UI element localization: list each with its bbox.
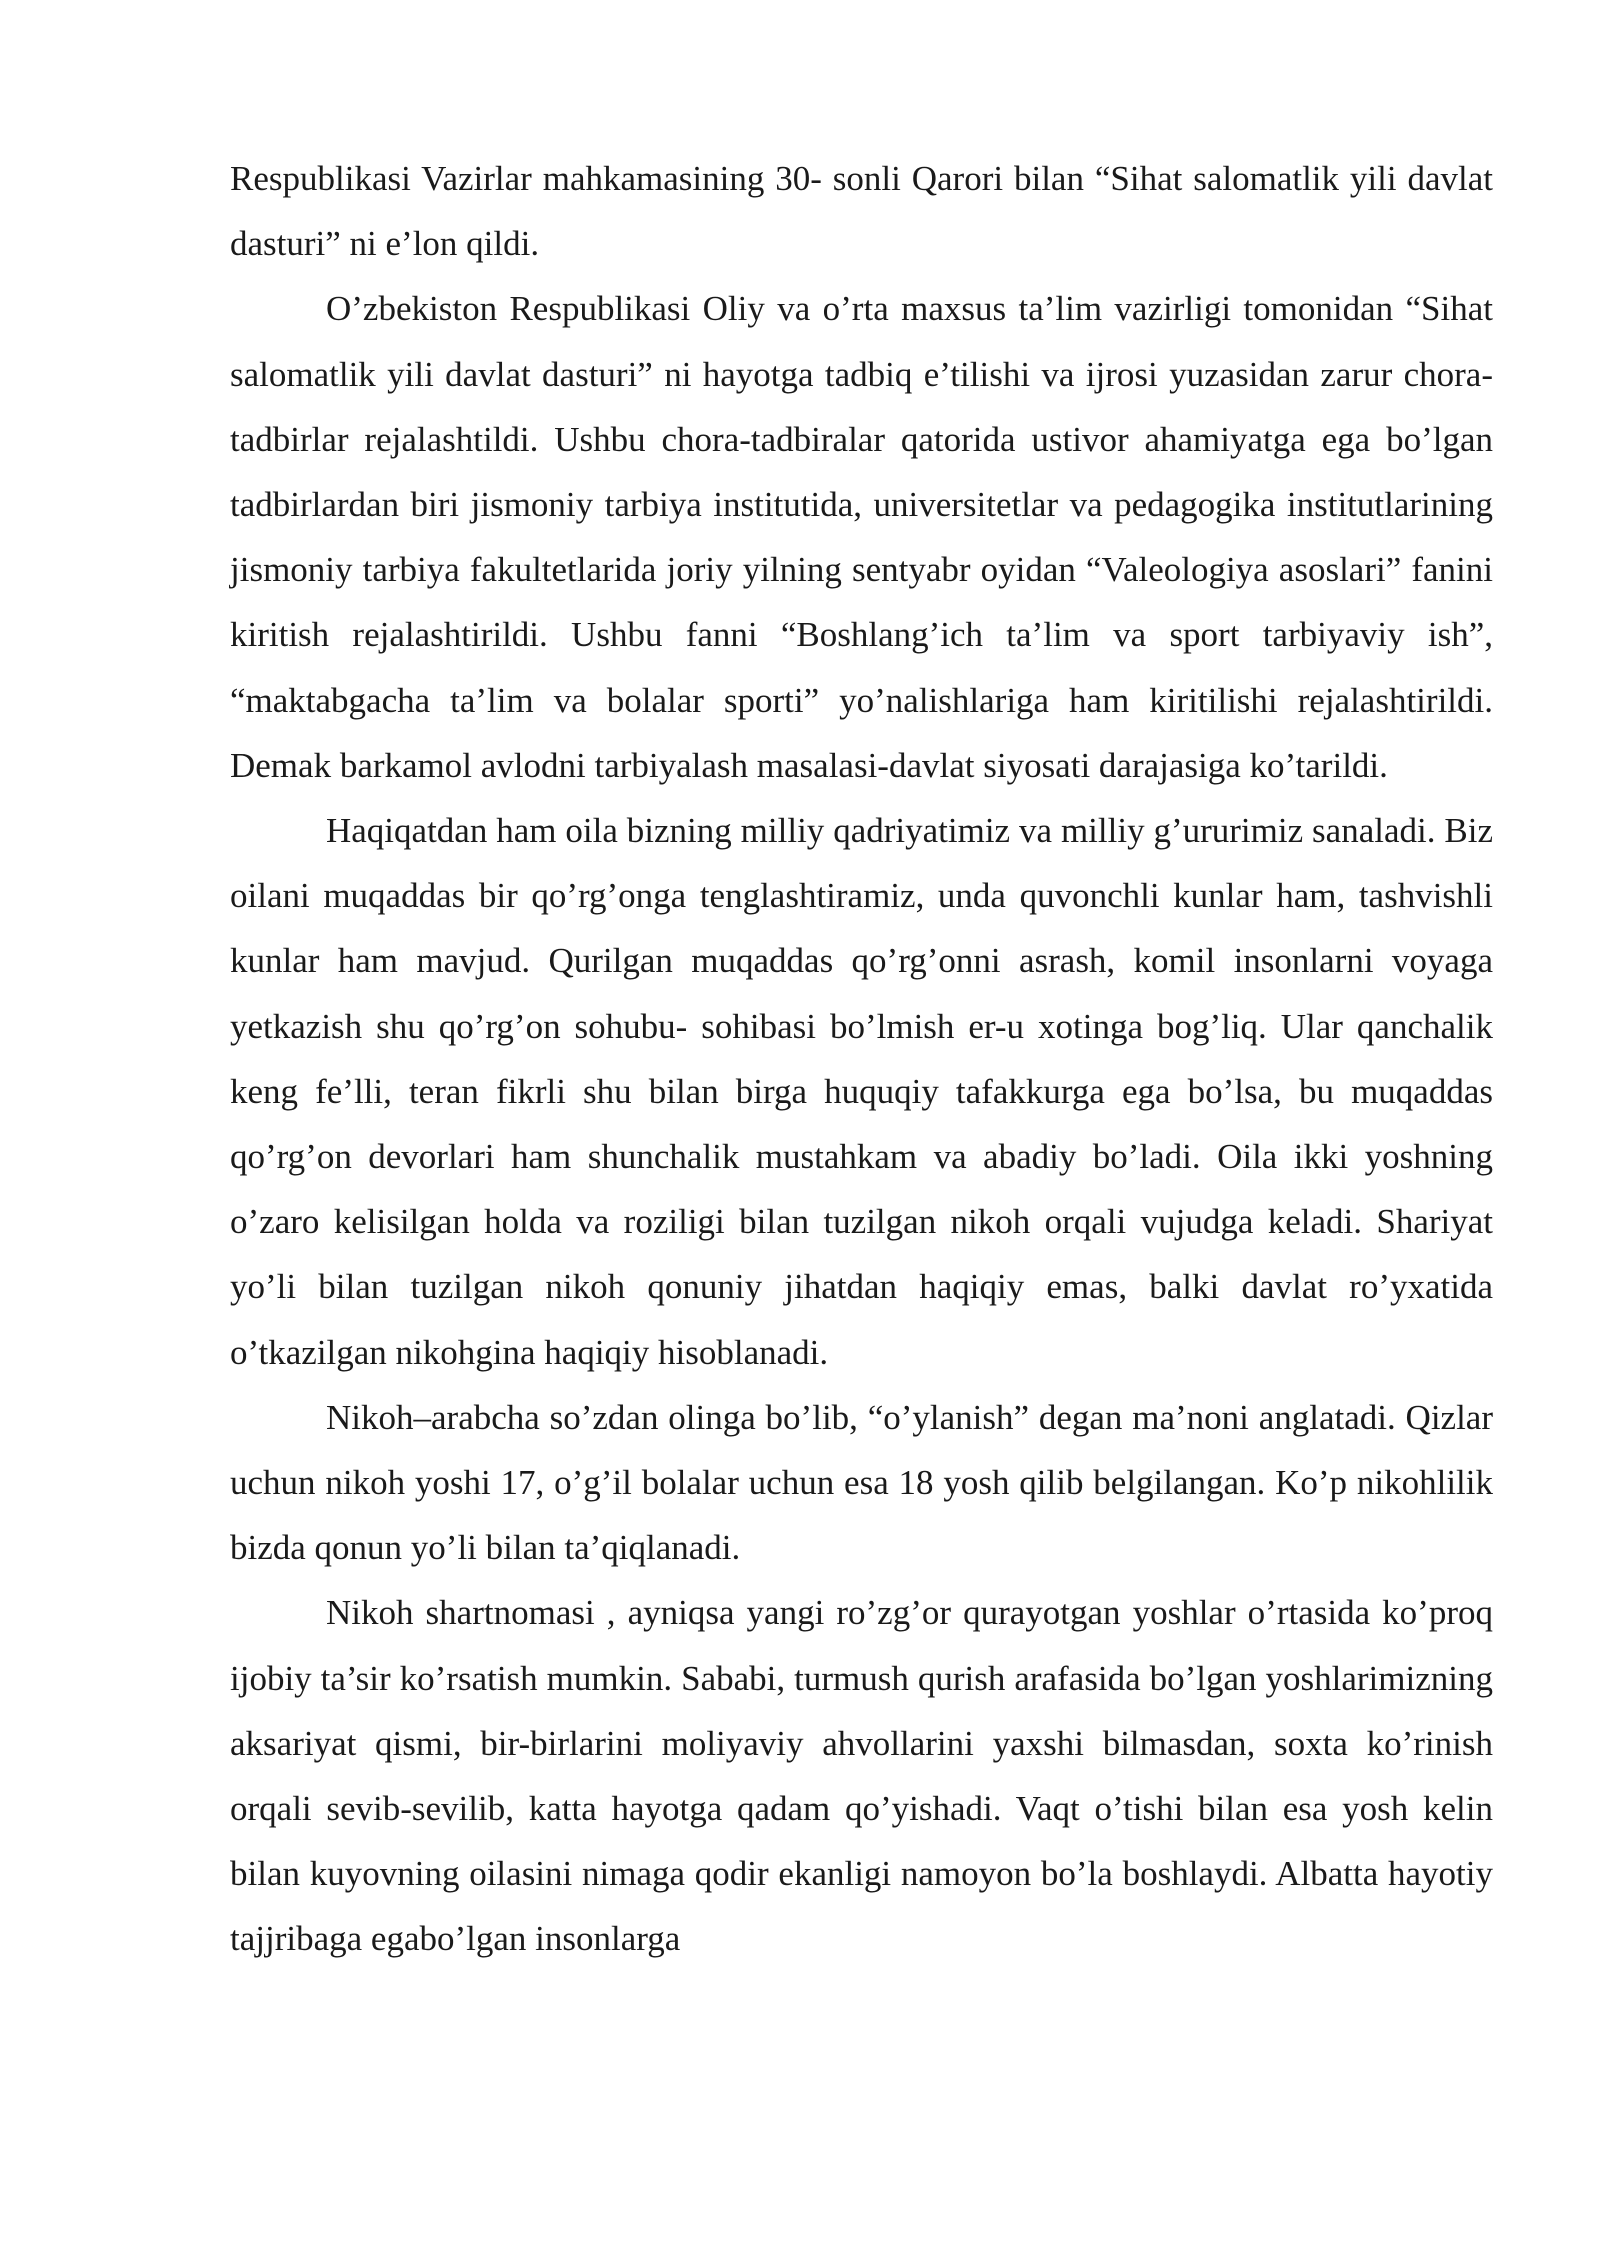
paragraph-3: Haqiqatdan ham oila bizning milliy qadriyatimiz va milliy g’ururimiz sanaladi. Biz oilani muqaddas bir qo’rg’onga tenglashtiramiz, unda quvonchli kunlar ham, tashvishli kunlar ham mavjud. Qurilgan muqaddas qo’rg’onni asrash, komil insonlarni voyaga yetkazish shu qo’rg’on sohubu- sohibasi bo’lmish er-u xotinga bog’liq. Ular qanchalik keng fe’lli, teran fikrli shu bilan birga huquqiy tafakkurga ega bo’lsa, bu muqaddas qo’rg’on devorlari ham shunchalik mustahkam va abadiy bo’ladi. Oila ikki yoshning o’zaro kelisilgan holda va roziligi bilan tuzilgan nikoh orqali vujudga keladi. Shariyat yo’li bilan tuzilgan nikoh qonuniy jihatdan haqiqiy emas, balki davlat ro’yxatida o’tkazilgan nikohgina haqiqiy hisoblanadi.: [230, 811, 1493, 1372]
paragraph-4: Nikoh–arabcha so’zdan olinga bo’lib, “o’ylanish” degan ma’noni anglatadi. Qizlar uchun nikoh yoshi 17, o’g’il bolalar uchun esa 18 yosh qilib belgilangan. Ko’p nikohlilik bizda qonun yo’li bilan ta’qiqlanadi.: [230, 1397, 1493, 1568]
paragraph-1: Respublikasi Vazirlar mahkamasining 30- sonli Qarori bilan “Sihat salomatlik yili davlat dasturi” ni e’lon qildi.: [230, 159, 1493, 264]
paragraph-5: Nikoh shartnomasi , ayniqsa yangi ro’zg’or qurayotgan yoshlar o’rtasida ko’proq ijobiy ta’sir ko’rsatish mumkin. Sababi, turmush qurish arafasida bo’lgan yoshlarimizning aksariyat qismi, bir-birlarini moliyaviy ahvollarini yaxshi bilmasdan, soxta ko’rinish orqali sevib-sevilib, katta hayotga qadam qo’yishadi. Vaqt o’tishi bilan esa yosh kelin bilan kuyovning oilasini nimaga qodir ekanligi namoyon bo’la boshlaydi. Albatta hayotiy tajjribaga egabo’lgan insonlarga: [230, 1593, 1493, 1959]
paragraph-2: O’zbekiston Respublikasi Oliy va o’rta maxsus ta’lim vazirligi tomonidan “Sihat salomatlik yili davlat dasturi” ni hayotga tadbiq e’tilishi va ijrosi yuzasidan zarur chora-tadbirlar rejalashtildi. Ushbu chora-tadbiralar qatorida ustivor ahamiyatga ega bo’lgan tadbirlardan biri jismoniy tarbiya institutida, universitetlar va pedagogika institutlarining jismoniy tarbiya fakultetlarida joriy yilning sentyabr oyidan “Valeologiya asoslari” fanini kiritish rejalashtirildi. Ushbu fanni “Boshlang’ich ta’lim va sport tarbiyaviy ish”, “maktabgacha ta’lim va bolalar sporti” yo’nalishlariga ham kiritilishi rejalashtirildi. Demak barkamol avlodni tarbiyalash masalasi-davlat siyosati darajasiga ko’tarildi.: [230, 289, 1493, 785]
document-body: [230, 146, 1493, 1972]
